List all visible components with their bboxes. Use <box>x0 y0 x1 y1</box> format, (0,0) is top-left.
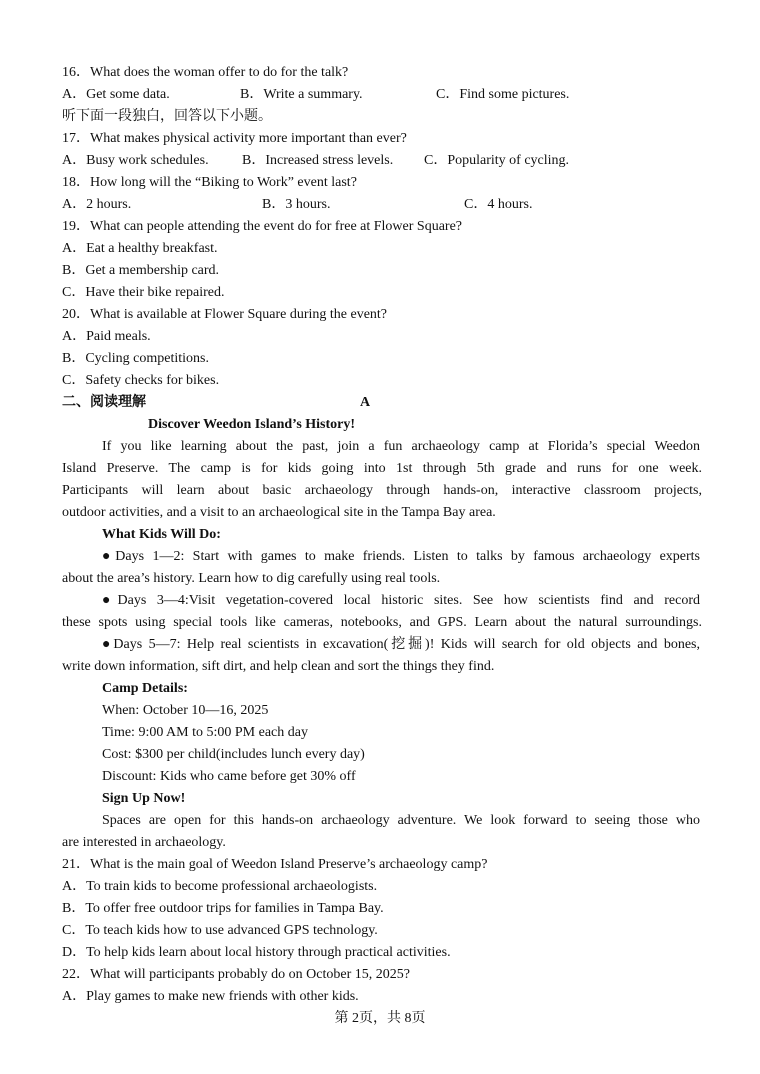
option-a: A．Busy work schedules. <box>62 153 209 168</box>
days-3-4-line-1: ●Days 3—4:Visit vegetation-covered local historic sites. See how scientists find and record <box>102 593 700 608</box>
question-21-option-a: A．To train kids to become professional archaeologists. <box>62 879 378 894</box>
question-19: 19．What can people attending the event do for free at Flower Square? <box>62 219 463 234</box>
question-19-option-c: C．Have their bike repaired. <box>62 285 225 300</box>
option-a: A．Get some data. <box>62 87 170 102</box>
question-20: 20．What is available at Flower Square during the event? <box>62 307 388 322</box>
detail-cost: Cost: $300 per child(includes lunch every day) <box>102 747 365 762</box>
option-b: B．Increased stress levels. <box>242 153 394 168</box>
passage-intro-line-1: If you like learning about the past, join a fun archaeology camp at Florida’s special Weedon <box>102 439 700 454</box>
question-19-option-b: B．Get a membership card. <box>62 263 220 278</box>
option-c: C．Popularity of cycling. <box>424 153 570 168</box>
option-c: C．4 hours. <box>464 197 533 212</box>
option-a: A．2 hours. <box>62 197 132 212</box>
question-19-option-a: A．Eat a healthy breakfast. <box>62 241 218 256</box>
camp-details-heading: Camp Details: <box>102 681 188 696</box>
section-title: 二、阅读理解 <box>62 395 146 410</box>
question-22: 22．What will participants probably do on October 15, 2025? <box>62 967 410 982</box>
days-5-7-line-2: write down information, sift dirt, and help clean and sort the things they find. <box>62 659 495 674</box>
question-17: 17．What makes physical activity more important than ever? <box>62 131 407 146</box>
option-b: B．3 hours. <box>262 197 331 212</box>
detail-time: Time: 9:00 AM to 5:00 PM each day <box>102 725 308 740</box>
passage-letter: A <box>360 395 371 410</box>
passage-intro-line-4: outdoor activities, and a visit to an archaeological site in the Tampa Bay area. <box>62 505 496 520</box>
question-16: 16．What does the woman offer to do for the talk? <box>62 65 349 80</box>
days-1-2-line-1: ●Days 1—2: Start with games to make friends. Listen to talks by famous archaeology experts <box>102 549 700 564</box>
monologue-instruction: 听下面一段独白，回答以下小题。 <box>62 109 272 124</box>
question-22-option-a: A．Play games to make new friends with other kids. <box>62 989 359 1004</box>
signup-line-2: are interested in archaeology. <box>62 835 226 850</box>
passage-intro-line-3: Participants will learn about basic archaeology through hands-on, interactive classroom projects, <box>62 483 702 498</box>
passage-title: Discover Weedon Island’s History! <box>148 417 356 432</box>
question-18: 18．How long will the “Biking to Work” event last? <box>62 175 357 190</box>
detail-when: When: October 10—16, 2025 <box>102 703 269 718</box>
question-20-option-a: A．Paid meals. <box>62 329 151 344</box>
question-21: 21．What is the main goal of Weedon Island Preserve’s archaeology camp? <box>62 857 488 872</box>
option-c: C．Find some pictures. <box>436 87 570 102</box>
signup-heading: Sign Up Now! <box>102 791 186 806</box>
days-3-4-line-2: these spots using special tools like cameras, notebooks, and GPS. Learn about the natural surroundings. <box>62 615 702 630</box>
section-heading <box>62 392 702 414</box>
question-21-option-b: B．To offer free outdoor trips for families in Tampa Bay. <box>62 901 384 916</box>
question-20-option-b: B．Cycling competitions. <box>62 351 209 366</box>
what-kids-heading: What Kids Will Do: <box>102 527 221 542</box>
question-21-option-d: D．To help kids learn about local history through practical activities. <box>62 945 451 960</box>
days-5-7-line-1: ●Days 5—7: Help real scientists in excavation(挖掘)! Kids will search for old objects and bones, <box>102 637 700 652</box>
question-21-option-c: C．To teach kids how to use advanced GPS technology. <box>62 923 378 938</box>
signup-line-1: Spaces are open for this hands-on archaeology adventure. We look forward to seeing those who <box>102 813 700 828</box>
days-1-2-line-2: about the area’s history. Learn how to dig carefully using real tools. <box>62 571 441 586</box>
page-footer: 第 2页，共 8页 <box>334 1011 426 1026</box>
option-b: B．Write a summary. <box>240 87 363 102</box>
question-20-option-c: C．Safety checks for bikes. <box>62 373 220 388</box>
passage-intro-line-2: Island Preserve. The camp is for kids going into 1st through 5th grade and runs for one week. <box>62 461 702 476</box>
detail-discount: Discount: Kids who came before get 30% off <box>102 769 356 784</box>
